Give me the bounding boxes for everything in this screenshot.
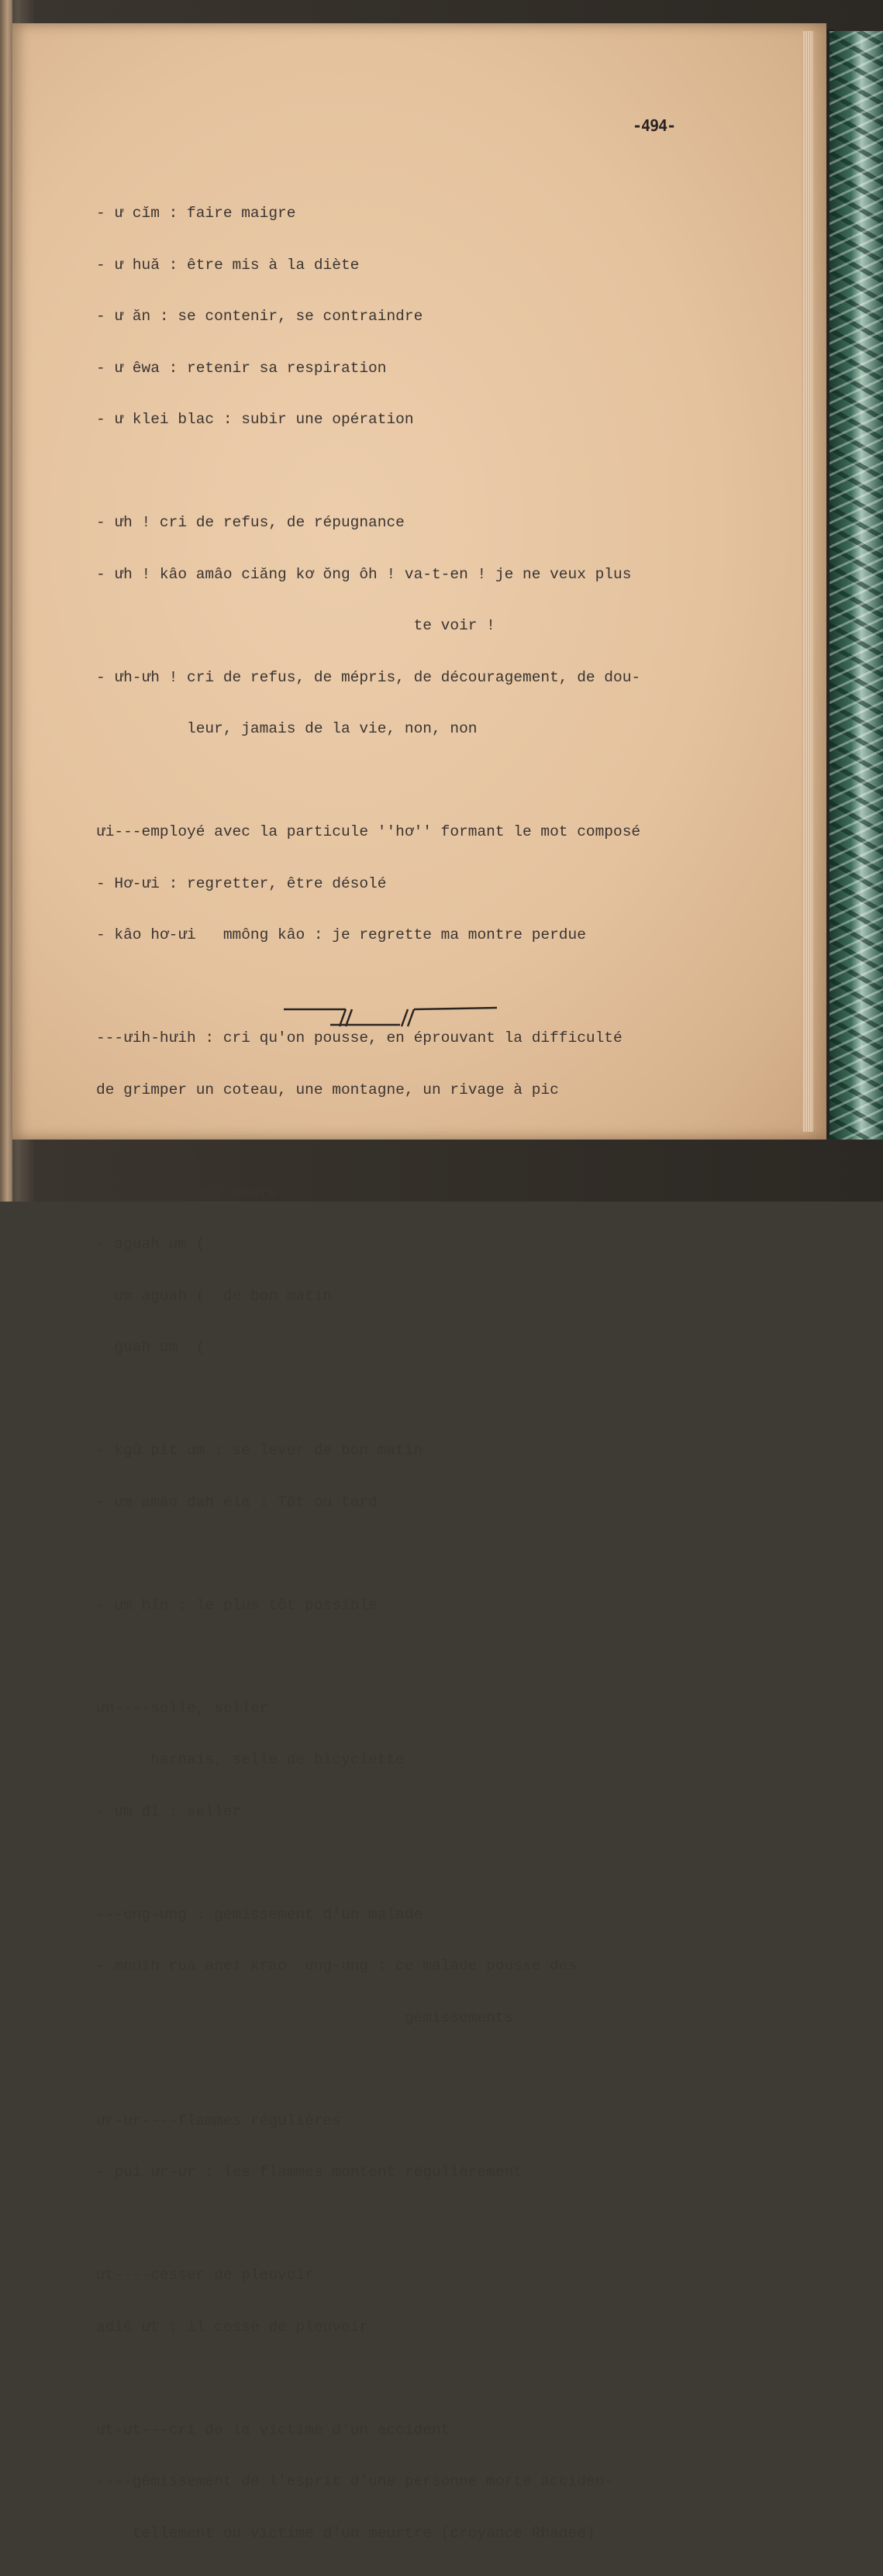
entry-line: - ư êwa : retenir sa respiration — [96, 359, 387, 377]
entry-line: - ưh ! cri de refus, de répugnance — [96, 514, 405, 531]
entry-line: tellement ou victime d'un meurtre (croyance Rhadée) — [96, 2524, 595, 2542]
blank-line — [96, 1648, 794, 1666]
entry-line: - ưm đĭ : seller — [96, 1802, 242, 1820]
marbled-endpaper — [830, 31, 883, 1140]
entry-line: ---ưih-hưih : cri qu'on pousse, en éprouvant la difficulté — [96, 1029, 623, 1047]
blank-line — [96, 2216, 794, 2233]
entry-line: - ư cĭm : faire maigre — [96, 205, 296, 222]
entry-line: - ư huă : être mis à la diète — [96, 256, 360, 274]
entry-line: adiê ưt : il cesse de pleuvoir — [96, 2318, 369, 2336]
blank-line — [96, 1545, 794, 1563]
entry-line: - ư ăn : se contenir, se contraindre — [96, 308, 423, 325]
entry-line: te voir ! — [96, 617, 495, 634]
dictionary-entries — [96, 171, 794, 2576]
entry-line: - pui ưr-ưr : les flammes montent régulièrement — [96, 2164, 523, 2181]
end-of-section-rule — [284, 1002, 501, 1033]
entry-line: - ư klei blac : subir une opération — [96, 411, 414, 428]
entry-line: ưi---employé avec la particule ''hơ'' formant le mot composé — [96, 823, 641, 840]
entry-line: - ưm hĭn : le plus tôt possible — [96, 1596, 378, 1614]
entry-line: ưt----cesser de pleuvoir — [96, 2267, 314, 2284]
entry-line: - aguah ưm ( — [96, 1236, 205, 1253]
blank-line — [96, 1391, 794, 1409]
entry-line: guah ưm ( — [96, 1339, 205, 1356]
page-number: -494- — [633, 116, 676, 135]
page-stack-edge — [802, 31, 813, 1132]
blank-line — [96, 463, 794, 481]
entry-line: ưn----selle, seller — [96, 1699, 269, 1717]
blank-line — [96, 1133, 794, 1150]
entry-line: de grimper un coteau, une montagne, un rivage à pic — [96, 1081, 559, 1098]
blank-line — [96, 772, 794, 790]
entry-line: ưm----de bonne heure — [96, 1184, 278, 1202]
entry-line: - mnuih ruă anei krao ưng-ưng : ce malade pousse des — [96, 1957, 578, 1974]
entry-line: - Hơ-ưi : regretter, être désolé — [96, 874, 387, 892]
entry-line: - kâo hơ-ưi mmông kâo : je regrette ma montre perdue — [96, 926, 586, 943]
entry-line: - ưh ! kâo amâo ciăng kơ ŏng ôh ! va-t-en ! je ne veux plus — [96, 565, 632, 583]
entry-line: - ưh-ưh ! cri de refus, de mépris, de découragement, de dou- — [96, 668, 641, 686]
entry-line: leur, jamais de la vie, non, non — [96, 720, 478, 737]
entry-line: ưm aguah ( de bon matin — [96, 1287, 333, 1305]
entry-line: ưr-ưr----flammes régulières — [96, 2112, 341, 2129]
blank-line — [96, 2370, 794, 2388]
entry-line: ưt-ưt---cri de la victime d'un accident — [96, 2421, 450, 2439]
left-page-edge — [0, 0, 12, 1202]
typewritten-page — [12, 23, 826, 2542]
entry-line: - kgŭ pĭt ưm : se lever de bon matin — [96, 1442, 423, 1459]
entry-line: harnais, selle de bicyclette — [96, 1751, 405, 1768]
entry-line: ----gémissement de l'esprit d'une personne morte acciden- — [96, 2473, 614, 2490]
entry-line: gémissements — [96, 2009, 514, 2026]
entry-line: - ưm amâo dah êla : Tôt ou tard — [96, 1493, 378, 1511]
blank-line — [96, 2060, 794, 2078]
blank-line — [96, 978, 794, 996]
blank-line — [96, 1854, 794, 1872]
entry-line: ---ưng-ưng : gémissement d'un malade — [96, 1905, 423, 1923]
